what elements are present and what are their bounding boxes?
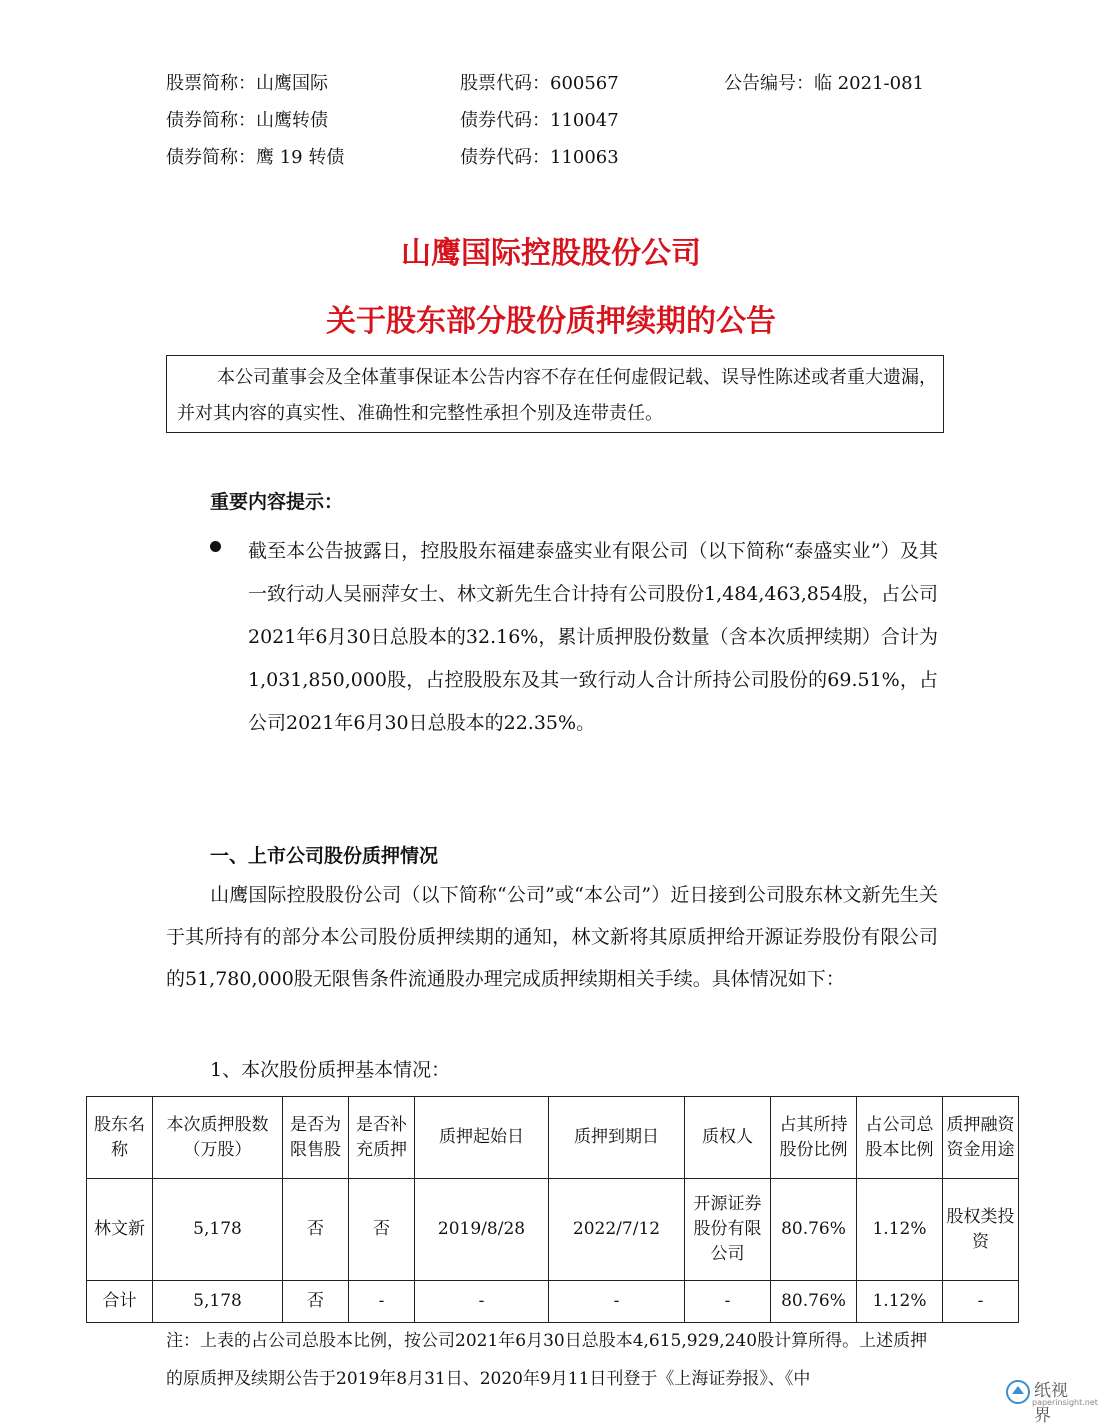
section1-heading: 一、上市公司股份质押情况 <box>210 845 439 867</box>
table-header-cell: 质押起始日 <box>415 1097 549 1179</box>
table-header-cell: 是否为限售股 <box>283 1097 349 1179</box>
table-header-cell: 本次质押股数（万股） <box>153 1097 283 1179</box>
table-cell: 2019/8/28 <box>415 1179 549 1281</box>
table-header-cell: 质押融资资金用途 <box>943 1097 1019 1179</box>
table-cell: 合计 <box>87 1281 153 1323</box>
section1-subheading: 1、本次股份质押基本情况： <box>210 1059 451 1081</box>
table-header-cell: 质押到期日 <box>549 1097 685 1179</box>
stock-code: 股票代码：600567 <box>460 73 619 94</box>
table-header-cell: 占公司总股本比例 <box>857 1097 943 1179</box>
bond1-name: 债券简称：山鹰转债 <box>166 110 328 131</box>
section1-paragraph <box>166 874 938 1000</box>
key-points-bullet-text: 截至本公告披露日，控股股东福建泰盛实业有限公司（以下简称“泰盛实业”）及其一致行动人吴丽萍女士、林文新先生合计持有公司股份1,484,463,854股，占公司2021年6月30日总股本的32.16%，累计质押股份数量（含本次质押续期）合计为1,031,850,000股，占控股股东及其一致行动人合计所持公司股份的69.51%，占公司2021年6月30日总股本的22.35%。 <box>248 540 939 734</box>
table-footnote: 注：上表的占公司总股本比例，按公司2021年6月30日总股本4,615,929,240股计算所得。上述质押的原质押及续期公告于2019年8月31日、2020年9月11日刊登于《上海证券报》、《中 <box>166 1331 928 1389</box>
table-total-row <box>87 1281 1019 1323</box>
table-cell: 5,178 <box>153 1281 283 1323</box>
table-cell: 开源证券股份有限公司 <box>685 1179 771 1281</box>
table-header-cell: 股东名称 <box>87 1097 153 1179</box>
watermark-logo <box>1002 1374 1098 1426</box>
table-header-cell: 占其所持股份比例 <box>771 1097 857 1179</box>
pledge-table <box>86 1096 1019 1323</box>
table-cell: 1.12% <box>857 1179 943 1281</box>
watermark-name: 纸视界 <box>1034 1381 1068 1426</box>
table-cell: - <box>943 1281 1019 1323</box>
table-cell: - <box>549 1281 685 1323</box>
watermark-url: paperinsight.net <box>1032 1398 1098 1407</box>
key-points-heading: 重要内容提示： <box>210 491 344 513</box>
board-notice-box <box>166 355 944 433</box>
announcement-number: 公告编号：临 2021-081 <box>724 73 924 94</box>
bond2-code: 债券代码：110063 <box>460 147 619 168</box>
table-header-row <box>87 1097 1019 1179</box>
table-cell: 5,178 <box>153 1179 283 1281</box>
title-company: 山鹰国际控股股份公司 <box>401 236 701 271</box>
table-cell: 否 <box>283 1179 349 1281</box>
table-cell: - <box>415 1281 549 1323</box>
bond2-name: 债券简称：鹰 19 转债 <box>166 147 345 168</box>
table-row <box>87 1179 1019 1281</box>
table-cell: 1.12% <box>857 1281 943 1323</box>
table-cell: - <box>349 1281 415 1323</box>
section1-paragraph-text: 山鹰国际控股股份公司（以下简称“公司”或“本公司”）近日接到公司股东林文新先生关于其所持有的部分本公司股份质押续期的通知，林文新将其原质押给开源证券股份有限公司的51,780,000股无限售条件流通股办理完成质押续期相关手续。具体情况如下： <box>166 884 938 990</box>
table-cell: 股权类投资 <box>943 1179 1019 1281</box>
table-cell: 否 <box>283 1281 349 1323</box>
table-cell: - <box>685 1281 771 1323</box>
table-cell: 80.76% <box>771 1179 857 1281</box>
bullet-icon <box>210 541 221 552</box>
bond1-code: 债券代码：110047 <box>460 110 619 131</box>
table-header-cell: 是否补充质押 <box>349 1097 415 1179</box>
table-cell: 林文新 <box>87 1179 153 1281</box>
table-header-cell: 质权人 <box>685 1097 771 1179</box>
table-cell: 2022/7/12 <box>549 1179 685 1281</box>
stock-name: 股票简称：山鹰国际 <box>166 73 328 94</box>
table-cell: 80.76% <box>771 1281 857 1323</box>
table-cell: 否 <box>349 1179 415 1281</box>
title-announcement: 关于股东部分股份质押续期的公告 <box>326 304 776 339</box>
board-notice-text: 本公司董事会及全体董事保证本公告内容不存在任何虚假记载、误导性陈述或者重大遗漏，并对其内容的真实性、准确性和完整性承担个别及连带责任。 <box>177 367 937 424</box>
